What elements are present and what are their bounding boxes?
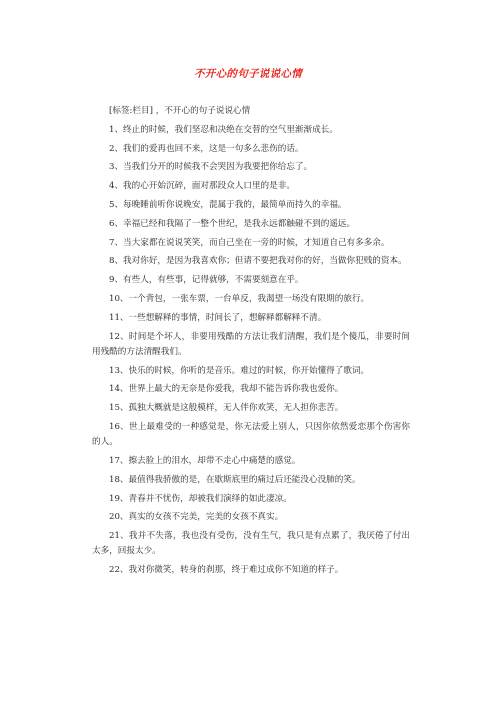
numbered-sentence: 3、当我们分开的时候我不会哭因为我要把你给忘了。 bbox=[109, 162, 313, 173]
numbered-sentence: 10、一个背包，一张车票，一台单反，我渴望一场没有限期的旅行。 bbox=[109, 293, 370, 304]
numbered-sentence: 20、真实的女孩不完美，完美的女孩不真实。 bbox=[109, 512, 284, 523]
numbered-sentence: 5、每晚睡前听你说晚安，混属于我的，最简单而持久的幸福。 bbox=[109, 199, 347, 210]
numbered-sentence: 18、最值得我骄傲的是，在歇斯底里的痛过后还能没心没肺的笑。 bbox=[109, 474, 361, 485]
tag-line: [标签:栏目] ，不开心的句子说说心情 bbox=[109, 106, 251, 116]
document-title: 不开心的句子说说心情 bbox=[194, 68, 302, 80]
numbered-sentence: 13、快乐的时候，你听的是音乐。难过的时候，你开始懂得了歌词。 bbox=[109, 365, 370, 376]
numbered-sentence: 22、我对你微笑，转身的刹那，终于难过成你不知道的样子。 bbox=[109, 565, 344, 576]
numbered-sentence: 11、一些想解释的事情，时间长了，想解释都解释不清。 bbox=[109, 312, 327, 323]
numbered-sentence: 9、有些人，有些事，记得就够，不需要刻意在乎。 bbox=[109, 275, 304, 286]
numbered-sentence: 14、世界上最大的无奈是你爱我，我却不能告诉你我也爱你。 bbox=[109, 384, 344, 395]
numbered-sentence: 7、当大家都在说说笑笑，而自己坐在一旁的时候，才知道自己有多多余。 bbox=[109, 237, 390, 248]
numbered-sentence: 19、青春并不忧伤，却被我们演绎的如此凄凉。 bbox=[109, 493, 292, 504]
numbered-sentence: 6、幸福已经和我隔了一整个世纪，是我永远都触碰不到的遥远。 bbox=[109, 218, 356, 229]
numbered-sentence: 21、我并不失落，我也没有受伤，没有生气，我只是有点累了，我厌倦了付出太多，回报太少。 bbox=[92, 531, 410, 557]
numbered-sentence: 4、我的心开始沉碎，面对那段众人口里的是非。 bbox=[109, 181, 295, 192]
numbered-sentence: 12、时间是个坏人，非要用残酷的方法让我们清醒，我们是个傻瓜，非要时间用残酷的方法清醒我们。 bbox=[92, 331, 410, 357]
numbered-sentence: 1、终止的时候，我们坚忍和决绝在交替的空气里渐渐成长。 bbox=[109, 124, 338, 135]
numbered-sentence: 17、擦去脸上的泪水，却带不走心中痛楚的感觉。 bbox=[109, 455, 301, 466]
document-body bbox=[92, 104, 410, 582]
numbered-sentence: 15、孤独大概就是这般模样，无人伴你欢笑，无人担你悲苦。 bbox=[109, 403, 344, 414]
numbered-sentence: 2、我们的爱再也回不来，这是一句多么悲伤的话。 bbox=[109, 143, 304, 154]
numbered-sentence: 8、我对你好，是因为我喜欢你；但请不要把我对你的好，当做你犯贱的资本。 bbox=[109, 256, 407, 267]
numbered-sentence: 16、世上最难受的一种感觉是，你无法爱上别人，只因你依然爱恋那个伤害你的人。 bbox=[92, 421, 410, 448]
